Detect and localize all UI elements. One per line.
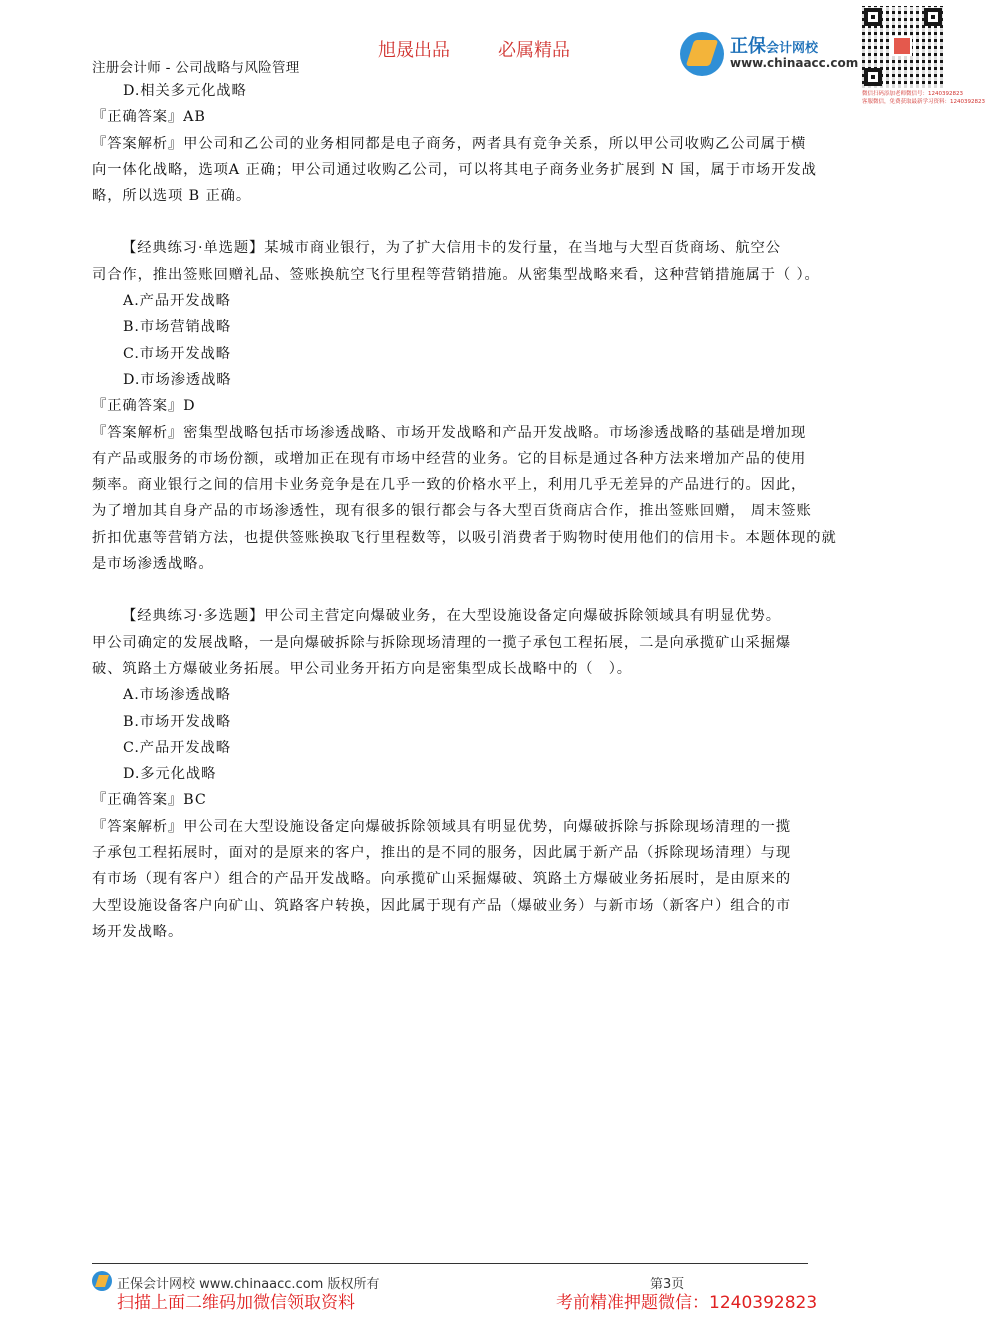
question-2-stem: 司合作，推出签账回赠礼品、签账换航空飞行里程等营销措施。从密集型战略来看，这种营销措施属于（ ）。 (92, 266, 820, 283)
question-2-option-c: C.市场开发战略 (123, 345, 231, 362)
chinaacc-logo-icon (680, 32, 724, 76)
question-3-option-a: A.市场渗透战略 (123, 687, 231, 704)
question-2-stem: 【经典练习·单选题】某城市商业银行，为了扩大信用卡的发行量，在当地与大型百货商场、航空公 (122, 240, 781, 257)
header-course-title: 注册会计师 - 公司战略与风险管理 (92, 60, 300, 76)
question-3-option-c: C.产品开发战略 (123, 739, 231, 756)
analysis-3-line: 有市场（现有客户）组合的产品开发战略。向承揽矿山采掘爆破、筑路土方爆破业务拓展时，是由原来的 (92, 871, 792, 888)
analysis-2-line: 为了增加其自身产品的市场渗透性，现有很多的银行都会与各大型百货商店合作，推出签账回赠， 周末签账 (92, 503, 812, 520)
page-number: 第3页 (650, 1277, 685, 1292)
question-3-option-b: B.市场开发战略 (123, 713, 232, 730)
analysis-3-line: 大型设施设备客户向矿山、筑路客户转换，因此属于现有产品（爆破业务）与新市场（新客户）组合的市 (92, 897, 792, 914)
analysis-3-line: 『答案解析』甲公司在大型设施设备定向爆破拆除领域具有明显优势，向爆破拆除与拆除现场清理的一揽 (92, 818, 792, 835)
answer-2: 『正确答案』D (92, 398, 196, 415)
analysis-1-line: 向一体化战略，选项A 正确；甲公司通过收购乙公司，可以将其电子商务业务扩展到 N 国，属于市场开发战 (92, 161, 817, 178)
chinaacc-logo[interactable] (680, 30, 860, 78)
question-3-option-d: D.多元化战略 (123, 766, 217, 783)
question-2-option-b: B.市场营销战略 (123, 319, 232, 336)
question-3-stem: 【经典练习·多选题】甲公司主营定向爆破业务，在大型设施设备定向爆破拆除领域具有明显优势。 (122, 608, 781, 625)
option-d: D.相关多元化战略 (123, 83, 247, 99)
question-3-stem: 破、筑路土方爆破业务拓展。甲公司业务开拓方向是密集型成长战略中的（ ）。 (92, 660, 632, 677)
footer-logo-icon (92, 1271, 112, 1291)
question-2-option-d: D.市场渗透战略 (123, 371, 232, 388)
answer-3: 『正确答案』BC (92, 792, 207, 809)
question-3-stem: 甲公司确定的发展战略，一是向爆破拆除与拆除现场清理的一揽子承包工程拓展，二是向承揽矿山采掘爆 (92, 634, 792, 651)
qr-code-icon (862, 6, 944, 88)
qr-badge-icon (892, 36, 912, 56)
header-slogan-left: 旭晟出品 (378, 40, 450, 61)
analysis-3-line: 子承包工程拓展时，面对的是原来的客户，推出的是不同的服务，因此属于新产品（拆除现场清理）与现 (92, 845, 792, 862)
analysis-3-line: 场开发战略。 (92, 923, 184, 940)
analysis-2-line: 有产品或服务的市场份额，或增加正在现有市场中经营的业务。它的目标是通过各种方法来增加产品的使用 (92, 450, 807, 467)
analysis-2-line: 频率。商业银行之间的信用卡业务竞争是在几乎一致的价格水平上，利用几乎无差异的产品进行的。因此， (92, 477, 807, 494)
footer-promo-right: 考前精准押题微信：1240392823 (556, 1293, 818, 1313)
logo-name: 正保会计网校 (730, 36, 819, 57)
analysis-1-line: 略，所以选项 B 正确。 (92, 188, 252, 205)
footer-copyright: 正保会计网校 www.chinaacc.com 版权所有 (117, 1277, 380, 1292)
question-2-option-a: A.产品开发战略 (123, 293, 231, 310)
header-slogan-right: 必属精品 (498, 40, 570, 61)
logo-url: www.chinaacc.com (730, 56, 859, 70)
analysis-2-line: 折扣优惠等营销方法，也提供签账换取飞行里程数等，以吸引消费者于购物时使用他们的信用卡。本题体现的就 (92, 529, 837, 546)
analysis-2-line: 是市场渗透战略。 (92, 556, 214, 573)
footer-divider (92, 1263, 808, 1264)
analysis-1-line: 『答案解析』甲公司和乙公司的业务相同都是电子商务，两者具有竞争关系，所以甲公司收购乙公司属于横 (92, 135, 807, 152)
qr-caption: 微信扫码添加老师微信号：1240392823 客服微信，免费获取最新学习资料：1240392823 (862, 91, 985, 105)
answer-1: 『正确答案』AB (92, 109, 206, 126)
document-body (92, 78, 862, 945)
analysis-2-line: 『答案解析』密集型战略包括市场渗透战略、市场开发战略和产品开发战略。市场渗透战略的基础是增加现 (92, 424, 807, 441)
footer-promo-left: 扫描上面二维码加微信领取资料 (117, 1293, 355, 1313)
